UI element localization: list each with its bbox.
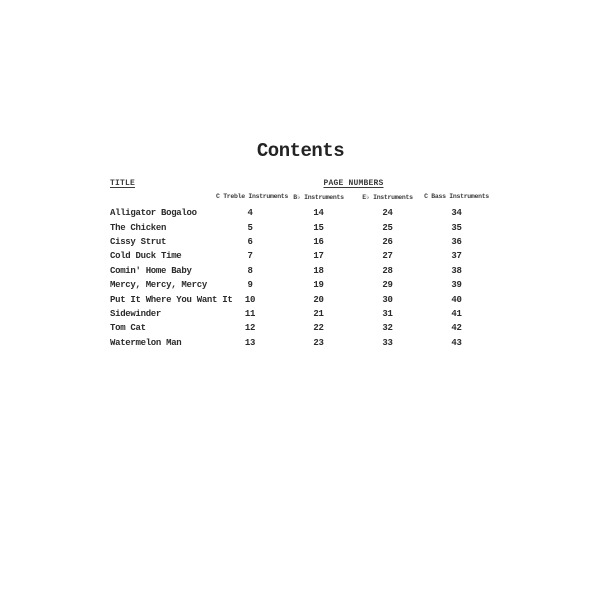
song-title: Tom Cat [110,323,146,334]
song-title: Cissy Strut [110,236,167,247]
page-number: 41 [451,308,462,319]
page-number: 14 [313,208,324,219]
song-title: Put It Where You Want It [110,294,233,305]
page-number: 16 [313,236,324,247]
page-number: 25 [382,222,393,233]
column-header-b-flat: B♭ Instruments [293,193,344,201]
page-number: 7 [247,251,253,262]
song-title: Comin' Home Baby [110,265,192,276]
page-number: 19 [313,280,324,291]
column-header-c-bass: C Bass Instruments [424,193,489,200]
table-row [110,220,491,234]
page-number: 6 [247,236,253,247]
song-title: Mercy, Mercy, Mercy [110,280,207,291]
page-number: 9 [247,280,253,291]
title-column-header: TITLE [110,179,136,188]
table-row [110,249,491,263]
page-number: 39 [451,280,462,291]
page-number: 36 [451,236,462,247]
page-number: 32 [382,323,393,334]
song-title: The Chicken [110,222,167,233]
page-numbers-header: PAGE NUMBERS [323,179,384,188]
table-row [110,206,491,220]
page-number: 10 [244,294,256,305]
table-row [110,292,491,306]
song-title: Cold Duck Time [110,251,182,262]
song-title: Alligator Bogaloo [110,208,197,219]
page-number: 17 [313,251,324,262]
page-number: 15 [313,222,324,233]
page-number: 4 [247,208,253,219]
page-number: 12 [244,323,256,334]
page-number: 38 [451,265,462,276]
page-number: 34 [451,208,462,219]
page-number: 35 [451,222,462,233]
song-title: Sidewinder [110,308,162,319]
header-row [110,178,491,189]
page-number: 18 [313,265,324,276]
page-number: 5 [247,222,253,233]
page-number: 40 [451,294,462,305]
page-number: 8 [247,265,253,276]
page-number: 24 [382,208,393,219]
instrument-header-row [110,192,491,201]
page-number: 37 [451,251,462,262]
page-number: 20 [313,294,324,305]
page-number: 27 [382,251,393,262]
table-row [110,307,491,321]
table-of-contents [110,178,491,350]
page-number: 42 [451,323,462,334]
table-row [110,264,491,278]
column-header-e-flat: E♭ Instruments [362,193,413,201]
page-number: 31 [382,308,393,319]
page-number: 13 [244,337,256,348]
column-header-c-treble: C Treble Instruments [216,193,289,200]
table-row [110,235,491,249]
page-number: 22 [313,323,324,334]
page-number: 21 [313,308,324,319]
page-number: 23 [313,337,324,348]
table-row [110,278,491,292]
song-list [110,206,491,350]
page-number: 11 [244,308,256,319]
song-title: Watermelon Man [110,337,182,348]
table-row [110,321,491,335]
page-number: 30 [382,294,393,305]
page-number: 29 [382,280,393,291]
table-row [110,336,491,350]
page-title: Contents [256,140,345,162]
page-number: 28 [382,265,393,276]
page-number: 43 [451,337,462,348]
page-number: 26 [382,236,393,247]
page-number: 33 [382,337,393,348]
